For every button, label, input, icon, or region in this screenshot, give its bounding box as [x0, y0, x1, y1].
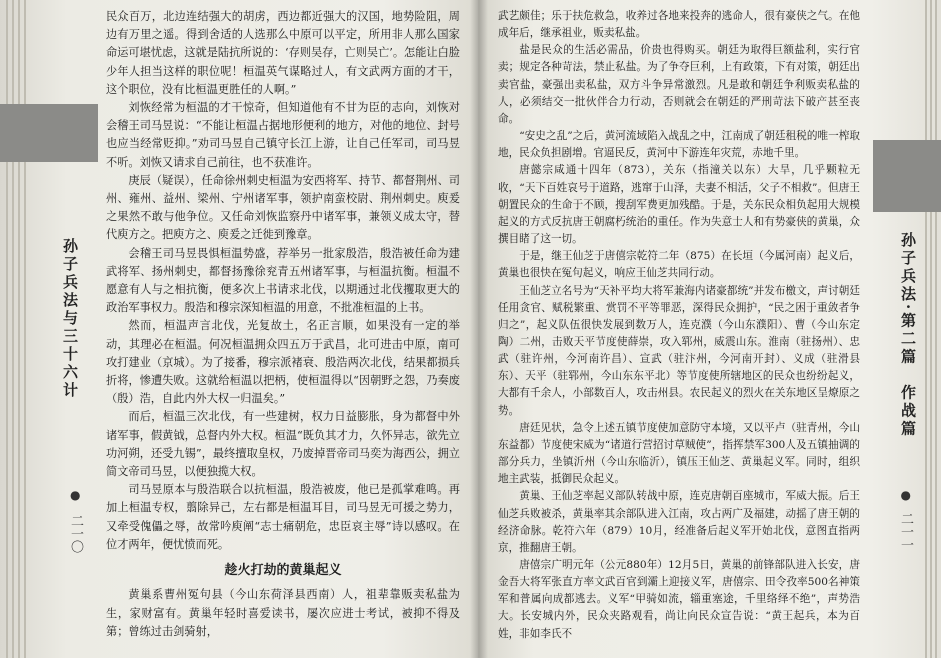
paragraph: 唐懿宗咸通十四年（873），关东（指潼关以东）大旱，几乎颗粒无收，“天下百姓哀号于道路，逃窜于山泽，夫妻不相活，父子不相救”。但唐王朝置民众的生命于不顾，搜刮军费更加残酷。于是，关东民众相负起用大规模起义的方式反抗唐王朝腐朽统治的重任。作为失意士人和有势豪侠的黄巢，众撰目睹了这一切。 — [498, 164, 860, 246]
paragraph: 武艺颇佳；乐于扶危救急，收养过各地来投奔的逃命人，很有豪侠之气。在他成年后，继承祖业，贩卖私盐。 — [498, 10, 860, 40]
left-body-text — [106, 8, 460, 641]
paragraph: 唐廷见状，急令上述五镇节度使加意防守本境，又以平卢（驻青州，今山东益都）节度使宋威为“诸道行营招讨草贼使”，指挥禁军300人及五镇抽调的部分兵力，坐镇沂州（今山东临沂），镇压王仙芝、黄巢起义军。同时，组织地主武装，抵御民众起义。 — [498, 421, 860, 486]
paragraph: 黄巢系曹州冤句县（今山东荷泽县西南）人，祖辈靠贩卖私盐为生，家财富有。黄巢年轻时喜爱读书，屡次应进士考试，被抑不得及第；曾练过击剑骑射， — [106, 588, 460, 638]
book-gutter — [470, 0, 488, 658]
folio-dot: ● — [900, 488, 911, 502]
page-edge — [935, 0, 937, 658]
paragraph: 唐僖宗广明元年（公元880年）12月5日，黄巢的前锋部队进入长安，唐金吾大将军张直方率文武百官到灞上迎接义军，唐僖宗、田令孜率500名神策军和普属向成都逃去。义军“甲骑如流，辎重塞途，千里络绎不绝”，声势浩大。长安城内外，民众夹路观看，尚让向民众宣告说：“黄王起兵，本为百姓，非如李氏不 — [498, 559, 860, 640]
page-edge — [24, 0, 26, 658]
paragraph: 司马昱原本与殷浩联合以抗桓温，殷浩被废，他已是孤掌难鸣。再加上桓温专权，翦除异己，左右都是桓温耳目，司马昱无可援之势力，又牵受傀儡之辱，故常吟庾阐“志士痛朝危，忠臣哀主辱”诗以感叹。在位才两年，便忧愤而死。 — [106, 483, 460, 551]
paragraph: 民众百万，北边连结强大的胡虏，西边都近强大的汉国，地势险阻，周边有万里之遥。得到舍适的人选那么中原可以平定，所用非人那么国家命运可堪忧虑，这就是陆抗所说的：‘存则吴存，亡则吴亡’。怎能让白脸少年人担当这样的职位呢！桓温英气谋略过人，有文武两方面的才干，这个职位，没有比桓温更胜任的人啊。” — [106, 10, 460, 96]
thumb-tab — [873, 140, 941, 212]
right-page — [478, 0, 941, 658]
page-edge — [12, 0, 14, 658]
page-edge — [18, 0, 20, 658]
paragraph: 于是，继王仙芝于唐僖宗乾符二年（875）在长垣（今属河南）起义后，黄巢也很快在冤句起义，响应王仙芝共同行动。 — [498, 250, 860, 280]
paragraph: “安史之乱”之后，黄河流域陷入战乱之中，江南成了朝廷租税的唯一榨取地，民众负担剧增。官逼民反，黄河中下游连年灾荒，赤地千里。 — [498, 130, 860, 160]
thumb-tab — [0, 104, 98, 162]
paragraph: 刘恢经常为桓温的才干惊奇，但知道他有不甘为臣的志向，刘恢对会稽王司马昱说：“不能让桓温占据地形便利的地方，对他的地位、封号也应当经常贬抑。”劝司马昱自己镇守长江上游，让自己任军司，司马昱不听。刘恢又请求自己前往，也不获准许。 — [106, 101, 460, 169]
folio-dot: ● — [70, 488, 81, 502]
section-heading: 趁火打劫的黄巢起义 — [224, 563, 342, 579]
left-folio: 二一〇 — [68, 514, 83, 553]
left-side-title: 孙子兵法与三十六计 — [61, 238, 79, 400]
paragraph: 会稽王司马昱畏惧桓温势盛，荐举另一批家殷浩，殷浩被任命为建武将军、扬州刺史，都督扬豫徐兖青五州诸军事，与桓温抗衡。桓温不愿意有人与之相抗衡，便多次上书请求北伐，以期通过北伐攫取更大的政治军事权力。殷浩和穆宗深知桓温的用意，不批准桓温的上书。 — [106, 246, 460, 315]
paragraph: 庚辰（疑误），任命徐州刺史桓温为安西将军、持节、都督荆州、司州、雍州、益州、梁州、宁州诸军事，领护南蛮校尉、荆州刺史。庾爰之果然不敢与他争位。又任命刘恢监察丹中诸军事，兼领义成太守，替代庾方之。把庾方之、庾爰之迁徙到豫章。 — [106, 173, 460, 242]
paragraph: 黄巢、王仙芝率起义部队转战中原，连克唐朝百座城市，军威大振。后王仙芝兵败被杀，黄巢率其余部队进入江南，攻占两广及福建，动摇了唐王朝的经济命脉。乾符六年（879）10月，经准备后起义军开始北伐，意图直指两京，推翻唐王朝。 — [498, 490, 860, 554]
page-edge — [925, 0, 927, 658]
right-folio: 二一一 — [898, 512, 913, 551]
right-side-title: 孙子兵法·第二篇 作战篇 — [899, 232, 917, 439]
page-edge — [6, 0, 8, 658]
paragraph: 然而，桓温声言北伐，光复故土，名正言顺，如果没有一定的举动，其理必在桓温。何况桓温拥众四五万于武昌，北可进击中原，南可攻打建业（京城）。为了接番，穆宗派褚衰、殷浩两次北伐，结果都损兵折将，惨遭失败。这就给桓温以把柄，使桓温得以“因朝野之怨，乃奏废（殷）浩，自此内外大权一归温矣。” — [106, 319, 460, 406]
paragraph: 王仙芝立名号为“天补平均大将军兼海内诸豪都统”并发布檄文，声讨朝廷任用贪官、赋税繁重、赏罚不平等罪恶，深得民众拥护，“民之困于重敛者争归之”，起义队伍很快发展到数万人，连克濮（今山东濮阳）、曹（今山东定陶）二州，击败天平节度使薛崇，攻入郓州，威震山东。淮南（驻扬州）、忠武（驻许州，今河南许昌）、宣武（驻汴州，今河南开封）、义成（驻滑县东）、天平（驻郓州，今山东东平北）等节度使所辖地区的民众也纷纷起义，大都有千余人，小部数百人，攻击州县。农民起义的烈火在关东地区呈燎原之势。 — [498, 284, 860, 417]
page-edge — [930, 0, 932, 658]
paragraph: 而后，桓温三次北伐，有一些建树，权力日益膨胀，身为都督中外诸军事，假黄钺，总督内外大权。桓温“既负其才力，久怀异志，欲先立功河朔，还受九锡”，最终擅取皇权，乃废掉晋帝司马奕为海西公，拥立简文帝司马昱，以便独揽大权。 — [106, 410, 460, 479]
right-body-text — [498, 8, 860, 643]
paragraph: 盐是民众的生活必需品，价贵也得购买。朝廷为取得巨额盐利，实行官卖；规定各种苛法，禁止私盐。为了争夺巨利，上有政策，下有对策，朝廷出卖官盐，豪强出卖私盐，双方斗争异常激烈。凡是敢和朝廷争利贩卖私盐的人，必须结交一批伙伴合力行动，否则就会在朝廷的严刑苛法下破产甚至丧命。 — [498, 44, 860, 125]
